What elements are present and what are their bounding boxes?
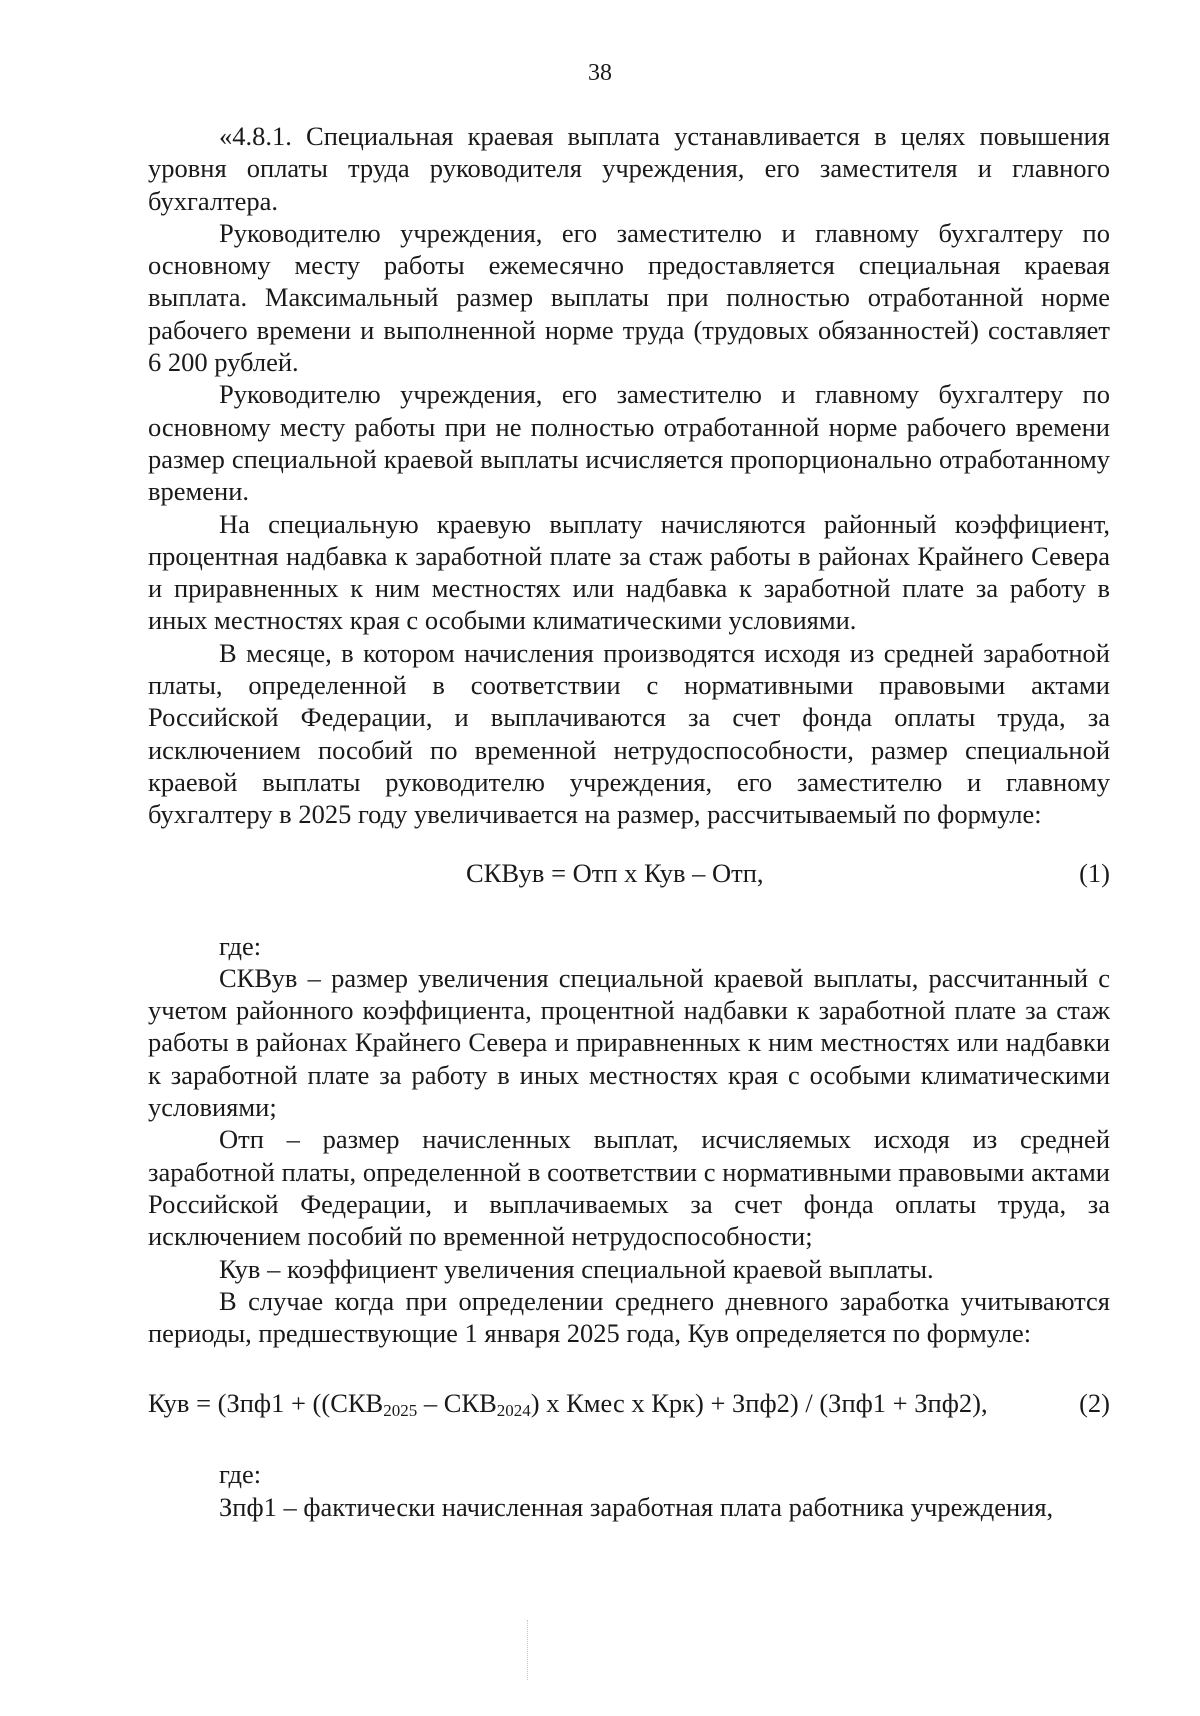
definition-zpf1: Зпф1 – фактически начисленная заработная плата работника учреждения,: [219, 1491, 1054, 1522]
paragraph-increase-2025: В месяце, в котором начисления производятся исходя из средней заработной платы, определенной в соответствии с нормативными правовыми актами Российской Федерации, и выплачиваются за счет фонда оплаты труда, за исключением пособий по временной нетрудоспособности, размер специальной краевой выплаты руководителю учреждения, его заместителю и главному бухгалтеру в 2025 году увеличивается на размер, рассчитываемый по формуле:: [148, 637, 1110, 830]
document-body: [148, 120, 1110, 1523]
paragraph-monthly-payment: Руководителю учреждения, его заместителю и главному бухгалтеру по основному месту работы ежемесячно предоставляется специальная краевая выплата. Максимальный размер выплаты при полностью отработанной норме рабочего времени и выполненной норме труда (трудовых обязанностей) составляет 6 200 рублей.: [148, 217, 1110, 378]
page-number: 38: [588, 60, 612, 86]
formula-1-number: (1): [1079, 857, 1110, 888]
paragraph-regional-coefficient: На специальную краевую выплату начисляются районный коэффициент, процентная надбавка к заработной плате за стаж работы в районах Крайнего Севера и приравненных к ним местностях или надбавка к заработной плате за работу в иных местностях края с особыми климатическими условиями.: [148, 508, 1110, 636]
paragraph-4-8-1: «4.8.1. Специальная краевая выплата устанавливается в целях повышения уровня оплаты труда руководителя учреждения, его заместителя и главного бухгалтера.: [148, 121, 1110, 216]
formula-2-number: (2): [1079, 1388, 1110, 1419]
scan-artifact-line: [527, 1620, 529, 1680]
where-label-2: где:: [219, 1459, 262, 1490]
formula-1: [148, 857, 1110, 890]
definition-otp: Отп – размер начисленных выплат, исчисляемых исходя из средней заработной платы, определенной в соответствии с нормативными правовыми актами Российской Федерации, и выплачиваемых за счет фонда оплаты труда, за исключением пособий по временной нетрудоспособности;: [148, 1124, 1110, 1252]
paragraph-proportional-payment: Руководителю учреждения, его заместителю и главному бухгалтеру по основному месту работы при не полностью отработанной норме рабочего времени размер специальной краевой выплаты исчисляется пропорционально отработанному времени.: [148, 379, 1110, 507]
where-label: где:: [219, 930, 262, 961]
definition-skvuv: СКВув – размер увеличения специальной краевой выплаты, рассчитанный с учетом районного коэффициента, процентной надбавки к заработной плате за стаж работы в районах Крайнего Севера и приравненных к ним местностях или надбавки к заработной плате за работу в иных местностях края с особыми климатическими условиями;: [148, 962, 1110, 1123]
definition-kuv: Кув – коэффициент увеличения специальной краевой выплаты.: [219, 1253, 934, 1284]
paragraph-kuv-formula-intro: В случае когда при определении среднего дневного заработка учитываются периоды, предшествующие 1 января 2025 года, Кув определяется по формуле:: [148, 1285, 1110, 1349]
formula-2-expression: Кув = ($Зпф1 + ((СКВ_{2025} - СКВ_{2024})$ х Кмес х Крк) + Зпф2) / (Зпф1 + Зпф2),: [148, 1388, 988, 1421]
formula-2: [148, 1387, 1110, 1420]
formula-1-expression: СКВув = Отп х Кув – Отп,: [466, 857, 764, 888]
